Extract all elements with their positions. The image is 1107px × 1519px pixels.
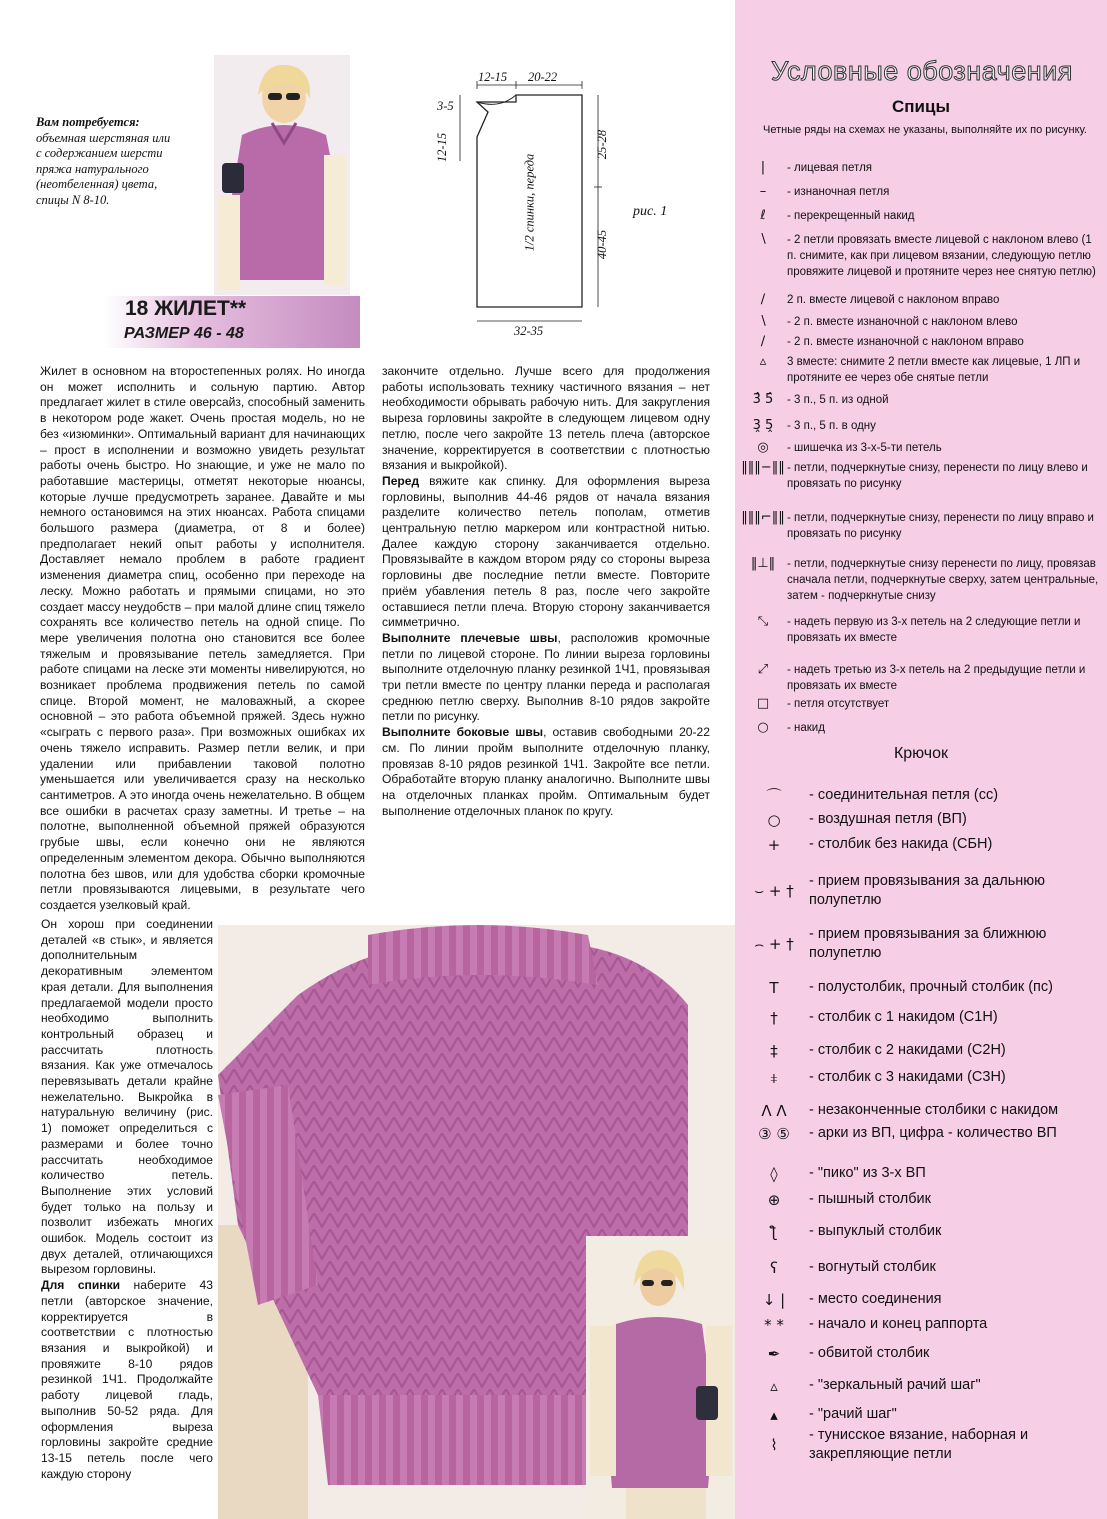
crochet-symbol-icon: + bbox=[767, 835, 781, 854]
crochet-legend-item bbox=[739, 1101, 1099, 1120]
front-instructions bbox=[382, 474, 710, 631]
crochet-legend-item bbox=[739, 1426, 1099, 1464]
crochet-legend-item bbox=[739, 835, 1099, 854]
knit-legend-item bbox=[739, 510, 1099, 542]
side-heading: Выполните боковые швы bbox=[382, 725, 544, 740]
knit-symbol-text: - 2 п. вместе изнаночной с наклоном влево bbox=[787, 316, 1018, 328]
crochet-legend-item bbox=[739, 872, 1099, 910]
crochet-symbol-text: - "пико" из 3-х ВП bbox=[809, 1165, 926, 1181]
knit-symbol-text: - петли, подчеркнутые снизу перенести по лицу, провязав сначала петли, подчеркнутые сверху, затем центральные, затем - подчеркнутые снизу bbox=[787, 558, 1099, 602]
knit-legend-item bbox=[739, 418, 1099, 434]
crochet-symbol-text: - столбик с 3 накидами (С3Н) bbox=[809, 1069, 1006, 1085]
crochet-symbol-icon: ⊕ bbox=[767, 1190, 781, 1209]
knit-symbol-icon: 3̭ 5̭ bbox=[752, 418, 774, 433]
knit-symbol-icon: ▵ bbox=[759, 354, 767, 369]
knit-symbol-text: - лицевая петля bbox=[787, 162, 873, 174]
crochet-legend-item bbox=[739, 785, 1099, 806]
crochet-legend-item bbox=[739, 1315, 1099, 1334]
knit-legend-item bbox=[739, 314, 1099, 330]
crochet-legend-item bbox=[739, 1164, 1099, 1183]
knit-symbol-text: - 3 п., 5 п. из одной bbox=[787, 394, 889, 406]
model-number-title: 18 ЖИЛЕТ** bbox=[125, 297, 247, 320]
knit-symbol-text: - перекрещенный накид bbox=[787, 210, 915, 222]
crochet-symbol-text: - столбик с 1 накидом (С1Н) bbox=[809, 1009, 998, 1025]
knit-legend-item bbox=[739, 208, 1099, 224]
crochet-symbol-text: - пышный столбик bbox=[809, 1191, 932, 1207]
crochet-legend-item bbox=[739, 1222, 1099, 1241]
crochet-symbol-icon: ‡ bbox=[770, 1041, 778, 1060]
knit-legend-item bbox=[739, 440, 1099, 456]
legend-title: Условные обозначения bbox=[771, 56, 1073, 86]
dim-left-top: 3-5 bbox=[437, 99, 454, 113]
crochet-legend-item bbox=[739, 1068, 1099, 1087]
figure-label: рис. 1 bbox=[633, 204, 668, 219]
knit-symbol-icon: □ bbox=[756, 696, 770, 711]
crochet-symbol-text: - арки из ВП, цифра - количество ВП bbox=[809, 1125, 1057, 1141]
crochet-symbol-icon: ③ ⑤ bbox=[758, 1124, 790, 1143]
dim-top-right: 20-22 bbox=[528, 70, 558, 84]
crochet-symbol-text: - полустолбик, прочный столбик (пс) bbox=[809, 979, 1053, 995]
knit-symbol-icon: ○ bbox=[757, 720, 769, 735]
crochet-symbol-text: - место соединения bbox=[809, 1291, 942, 1307]
knit-symbol-text: - надеть третью из 3-х петель на 2 предыдущие петли и провязать их вместе bbox=[787, 664, 1086, 692]
crochet-symbol-text: - прием провязывания за дальнюю полупетлю bbox=[809, 873, 1046, 908]
knit-legend-item bbox=[739, 720, 1099, 736]
crochet-symbol-icon: ○ bbox=[767, 810, 781, 829]
knit-legend-item bbox=[739, 460, 1099, 492]
side-text: , оставив свободными 20-22 см. По линии пройм выполните отделочную планку, провязав 8-10 рядов резинкой 1Ч1. Закройте все петли. Обработайте вторую планку аналогично. Выполните швы на отделочных планках пройм. Оптимальным будет выполнение отделочных планок по кругу. bbox=[382, 725, 711, 818]
dim-right-bottom: 40-45 bbox=[595, 229, 610, 260]
knit-symbol-icon: ℓ bbox=[760, 208, 766, 223]
knit-symbol-text: 2 п. вместе лицевой с наклоном вправо bbox=[787, 294, 1000, 306]
crochet-legend-item bbox=[739, 810, 1099, 829]
materials-text: объемная шерстяная или с содержанием шерсти пряжа натурального (неотбеленная) цвета, спицы N 8-10. bbox=[36, 130, 171, 207]
knit-legend-item bbox=[739, 184, 1099, 200]
model-photo-small bbox=[586, 1236, 736, 1519]
crochet-legend-item bbox=[739, 1376, 1099, 1395]
crochet-symbol-icon: ▴ bbox=[770, 1405, 778, 1424]
knit-symbol-text: - накид bbox=[787, 722, 825, 734]
knit-legend-item bbox=[739, 292, 1099, 308]
knit-symbol-text: - шишечка из 3-х-5-ти петель bbox=[787, 442, 942, 454]
knit-symbol-icon: ‖‖‖⌐‖‖ bbox=[741, 510, 785, 525]
crochet-symbol-icon: ⌒ bbox=[766, 787, 782, 805]
side-instructions bbox=[382, 725, 710, 819]
crochet-symbol-text: - выпуклый столбик bbox=[809, 1223, 942, 1239]
crochet-symbol-text: - обвитой столбик bbox=[809, 1345, 930, 1361]
crochet-symbol-icon: ▵ bbox=[770, 1376, 778, 1395]
crochet-symbol-icon: ʕ bbox=[770, 1258, 778, 1277]
knit-legend-item bbox=[739, 614, 1099, 646]
knit-symbol-icon: ∕ bbox=[760, 334, 766, 349]
knit-symbol-text: - 3 п., 5 п. в одну bbox=[787, 420, 876, 432]
knit-symbol-icon: 3̂ 5̂ bbox=[752, 392, 774, 407]
crochet-symbol-text: - столбик с 2 накидами (С2Н) bbox=[809, 1042, 1006, 1058]
crochet-legend-item bbox=[739, 1190, 1099, 1209]
crochet-symbol-text: - столбик без накида (СБН) bbox=[809, 836, 993, 852]
crochet-symbol-icon: * * bbox=[764, 1315, 784, 1334]
crochet-legend-item bbox=[739, 925, 1099, 963]
crochet-legend-item bbox=[739, 1041, 1099, 1060]
dim-top-left: 12-15 bbox=[478, 70, 508, 84]
knit-legend-item bbox=[739, 696, 1099, 712]
knit-symbol-icon: ∕ bbox=[760, 292, 766, 307]
knit-legend-item bbox=[739, 556, 1099, 604]
article-col2 bbox=[382, 364, 710, 819]
knit-legend-item bbox=[739, 232, 1099, 280]
crochet-symbol-icon: ⌇ bbox=[770, 1436, 778, 1454]
model-size: РАЗМЕР 46 - 48 bbox=[124, 325, 244, 342]
article-col1-narrow bbox=[41, 917, 213, 1482]
crochet-symbol-icon: † bbox=[770, 1008, 778, 1027]
article-intro: Жилет в основном на второстепенных ролях. Но иногда он может исполнить и сольную партию. Автор предлагает жилет в стиле оверсайз, способный заменить в некотором роде жакет. Очень простая модель, но не без «изюминки». Оптимальный вариант для начинающих – прост в исполнении и возможно увидеть результат работы очень быстро. Но знающие, и уже не мало по работавшие мастерицы, отметят некоторые нюансы, которые лучше предусмотреть заранее. Давайте и мы немного остановимся на этих нюансах. Работа спицами большого размера (диаметра, от 8 и более) предполагает некий опыт работы у исполнителя. Доставляет немало проблем в работе градиент изменения диаметра спиц, особенно при переходе на леску. Можно работать и прямыми спицами, но это создает массу неудобств – при малой длине спиц тяжело сохранять все количество петель на одной спице. По мере увеличения полотна оно становится все более тяжелым и провязывание петель замедляется. При работе спицами на леске эти моменты нивелируются, но возникает проблема продвижения петель по самой спице. Второй момент, не маловажный, а скорее основной – это работа объемной пряжей. Здесь нужно «сыграть с первого раза». При возможных ошибках их очень тяжело исправить. Размер петли велик, и при удалении или прибавлении таковой полотно уменьшается или увеличивается сразу на несколько сантиметров. А это иногда очень нежелательно. В общем все ошибки в расчетах сразу заметны. И третье – на полотне, выполненной объемной пряжей образуются грубые швы, если конечно они не являются определенным элементом декора. Обычно выполняются полотна без швов, или для удобства сборки кромочные петли провязываются лицевыми, в результате чего создается узелковый край. bbox=[40, 364, 365, 912]
knit-legend-item bbox=[739, 354, 1099, 386]
crochet-symbol-text: - "зеркальный рачий шаг" bbox=[809, 1377, 981, 1393]
crochet-symbol-icon: ✒ bbox=[767, 1344, 781, 1363]
article-col1-main bbox=[40, 364, 365, 914]
knit-symbol-text: - надеть первую из 3-х петель на 2 следующие петли и провязать их вместе bbox=[787, 616, 1081, 644]
crochet-symbol-text: - тунисское вязание, наборная и закрепляющие петли bbox=[809, 1427, 1029, 1462]
crochet-symbol-icon: Λ Λ bbox=[761, 1101, 787, 1120]
knit-symbol-text: - изнаночная петля bbox=[787, 186, 890, 198]
knit-symbol-text: - петля отсутствует bbox=[787, 698, 890, 710]
materials-block bbox=[36, 115, 178, 208]
crochet-legend-item bbox=[739, 1008, 1099, 1027]
crochet-symbol-icon: ⌢ + † bbox=[754, 935, 794, 953]
dim-left-mid: 12-15 bbox=[435, 132, 450, 163]
shoulder-heading: Выполните плечевые швы bbox=[382, 630, 558, 645]
legend-crochet-heading: Крючок bbox=[893, 745, 949, 762]
crochet-legend-item bbox=[739, 1124, 1099, 1143]
knit-symbol-text: - петли, подчеркнутые снизу, перенести по лицу влево и провязать по рисунку bbox=[787, 462, 1088, 490]
crochet-symbol-icon: ƪ bbox=[771, 1222, 777, 1241]
knit-symbol-icon: ∖ bbox=[758, 314, 768, 329]
article-intro-cont: Он хорош при соединении деталей «в стык», и является дополнительным декоративным элементом края детали. Для выполнения предлагаемой модели просто необходимо выполнить контрольный образец и рассчитать плотность вязания. Как уже отмечалось перевязывать детали крайне нежелательно. Выкройка в натуральную величину (рис. 1) поможет определиться с размерами и более точно рассчитать необходимое количество петель. Выполнение этих условий будет только на пользу и позволит избежать многих ошибок. Модель состоит из двух деталей, отличающихся вырезом горловины. bbox=[41, 917, 213, 1277]
crochet-symbol-icon: T bbox=[769, 978, 779, 997]
crochet-symbol-text: - незаконченные столбики с накидом bbox=[809, 1102, 1059, 1118]
knit-legend-item bbox=[739, 160, 1099, 176]
knit-symbol-icon: ◎ bbox=[757, 440, 769, 455]
crochet-symbol-text: - вогнутый столбик bbox=[809, 1259, 936, 1275]
back-instructions bbox=[41, 1278, 213, 1482]
knit-symbol-text: - 2 петли провязать вместе лицевой с наклоном влево (1 п. снимите, как при лицевом вязании, следующую петлю провяжите лицевой и протяните через нее снятую петлю) bbox=[787, 234, 1096, 278]
knit-symbol-icon: ⤡ bbox=[757, 614, 769, 629]
front-text: вяжите как спинку. Для оформления выреза горловины, выполнив 44-46 рядов от начала вязания разделите количество петель пополам, отметив центральную петлю маркером или контрастной нитью. Далее каждую сторону заканчивается отдельно. Провязывайте в каждом втором ряду со стороны выреза горловины две последние петли вместе. Повторите приём убавления петель 8 раз, после чего закройте оставшиеся петли плеча. Вторую сторону заканчивается симметрично. bbox=[382, 473, 710, 630]
knit-legend-item bbox=[739, 662, 1099, 694]
back-text-cont: закончите отдельно. Лучше всего для продолжения работы использовать технику частичного вязания – нет необходимости обрывать рабочую нить. Для закругления выреза горловины закройте в следующем лицевом одну петлю, после чего закройте 13 петель плеча (авторское значение, корректируется в соответствии с плотностью вязания и выкройкой). bbox=[382, 364, 710, 473]
shoulder-text: , расположив кромочные петли по лицевой стороне. По линии выреза горловины выполните отделочную планку резинкой 1Ч1, провязывая три петли вместе по центру планки переда и располагая среднюю петлю сверху. Выполнив 8-10 рядов закройте петли по рисунку. bbox=[382, 630, 711, 724]
crochet-symbol-text: - "рачий шаг" bbox=[809, 1406, 897, 1422]
knit-symbol-icon: ∖ bbox=[758, 232, 768, 247]
crochet-symbol-text: - соединительная петля (сс) bbox=[809, 787, 999, 803]
knit-symbol-icon: | bbox=[760, 160, 766, 175]
knit-symbol-text: - 2 п. вместе изнаночной с наклоном вправо bbox=[787, 336, 1024, 348]
crochet-legend-item bbox=[739, 1290, 1099, 1309]
crochet-legend-item bbox=[739, 1344, 1099, 1363]
shoulder-instructions bbox=[382, 631, 710, 725]
crochet-legend-item bbox=[739, 1405, 1099, 1424]
materials-heading: Вам потребуется: bbox=[36, 115, 140, 129]
crochet-symbol-text: - прием провязывания за ближнюю полупетлю bbox=[809, 926, 1047, 961]
dim-bottom: 32-35 bbox=[514, 324, 544, 338]
knit-symbol-icon: ‖⊥‖ bbox=[750, 556, 776, 571]
crochet-symbol-text: - начало и конец раппорта bbox=[809, 1316, 988, 1332]
crochet-symbol-icon: ◊ bbox=[770, 1164, 778, 1183]
knit-symbol-text: - петли, подчеркнутые снизу, перенести по лицу вправо и провязать по рисунку bbox=[787, 512, 1094, 540]
crochet-symbol-text: - воздушная петля (ВП) bbox=[809, 811, 967, 827]
knit-symbol-icon: – bbox=[759, 184, 767, 199]
model-photo-top bbox=[214, 55, 350, 295]
dim-right-top: 25-28 bbox=[595, 129, 610, 160]
knit-legend-item bbox=[739, 334, 1099, 350]
crochet-symbol-icon: ⧧ bbox=[770, 1068, 778, 1087]
crochet-symbol-icon: ↓ | bbox=[762, 1290, 786, 1309]
knit-symbol-icon: ⤢ bbox=[757, 662, 769, 677]
knit-symbol-icon: ‖‖‖−‖‖ bbox=[741, 460, 785, 475]
back-text: наберите 43 петли (авторское значение, корректируется в соответствии с плотностью вязания и выкройкой) и провяжите 8-10 рядов резинкой 1Ч1. Продолжайте работу лицевой гладь, выполнив 50-52 ряда. Для оформления выреза горловины закройте средние 13-15 петель после чего каждую сторону bbox=[41, 1278, 213, 1481]
legend-knit-heading: Спицы bbox=[892, 97, 950, 116]
front-heading: Перед bbox=[382, 473, 420, 488]
crochet-legend-item bbox=[739, 1258, 1099, 1277]
knit-symbol-text: 3 вместе: снимите 2 петли вместе как лицевые, 1 ЛП и протяните ее через обе снятые петли bbox=[787, 356, 1081, 384]
back-heading: Для спинки bbox=[41, 1278, 121, 1293]
crochet-legend-item bbox=[739, 978, 1099, 997]
legend-panel bbox=[735, 0, 1107, 1519]
legend-knit-note: Четные ряды на схемах не указаны, выполняйте их по рисунку. bbox=[763, 124, 1087, 136]
piece-label: 1/2 спинки, переда bbox=[522, 153, 537, 252]
crochet-symbol-icon: ⌣ + † bbox=[754, 882, 794, 900]
knit-legend-item bbox=[739, 392, 1099, 408]
